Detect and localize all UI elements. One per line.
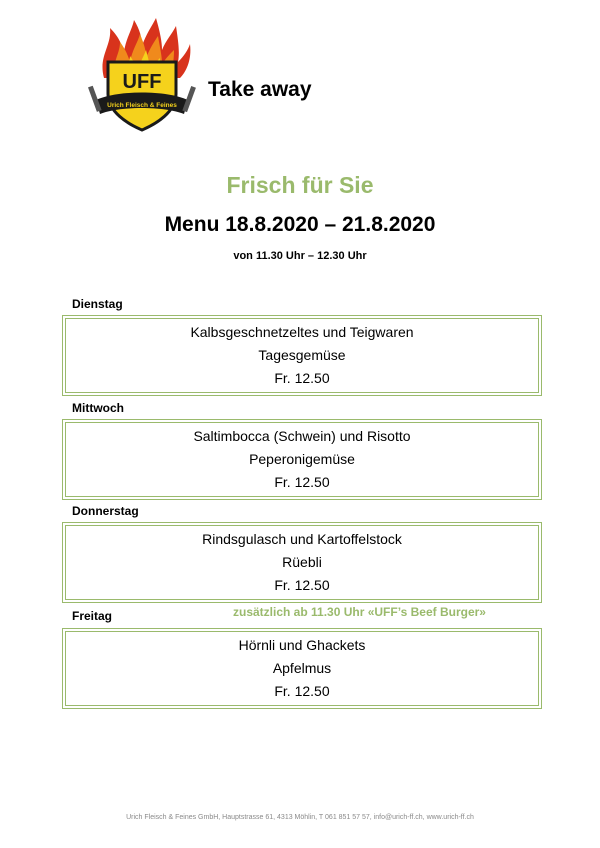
menu-box-wednesday (62, 419, 542, 500)
price: Fr. 12.50 (274, 683, 330, 699)
menu-box-thursday (62, 522, 542, 603)
logo-subtext: Urich Fleisch & Feines (107, 102, 177, 109)
day-label-tuesday: Dienstag (72, 297, 123, 311)
side-dish: Tagesgemüse (258, 347, 346, 363)
footer-contact: Urich Fleisch & Feines GmbH, Hauptstrasse 61, 4313 Möhlin, T 061 851 57 57, info@urich-ff.ch, www.urich-ff.ch (126, 814, 474, 821)
dish-name: Hörnli und Ghackets (238, 637, 366, 653)
menu-box-tuesday (62, 315, 542, 396)
friday-extra-note: zusätzlich ab 11.30 Uhr «UFF’s Beef Burger» (233, 605, 486, 619)
dish-name: Rindsgulasch und Kartoffelstock (202, 531, 402, 547)
serving-hours: von 11.30 Uhr – 12.30 Uhr (233, 250, 367, 262)
day-label-wednesday: Mittwoch (72, 401, 124, 415)
side-dish: Peperonigemüse (249, 451, 355, 467)
menu-date-range: Menu 18.8.2020 – 21.8.2020 (164, 213, 436, 236)
day-label-friday: Freitag (72, 609, 113, 623)
day-label-thursday: Donnerstag (72, 504, 139, 518)
price: Fr. 12.50 (274, 370, 330, 386)
price: Fr. 12.50 (274, 577, 330, 593)
logo-text: UFF (122, 71, 162, 93)
dish-name: Saltimbocca (Schwein) und Risotto (193, 428, 411, 444)
page-title: Frisch für Sie (226, 172, 374, 198)
uff-logo (82, 16, 202, 136)
dish-name: Kalbsgeschnetzeltes und Teigwaren (190, 324, 414, 340)
takeaway-title: Take away (208, 78, 312, 101)
side-dish: Rüebli (282, 554, 322, 570)
price: Fr. 12.50 (274, 474, 330, 490)
side-dish: Apfelmus (272, 660, 332, 676)
menu-box-friday (62, 628, 542, 709)
